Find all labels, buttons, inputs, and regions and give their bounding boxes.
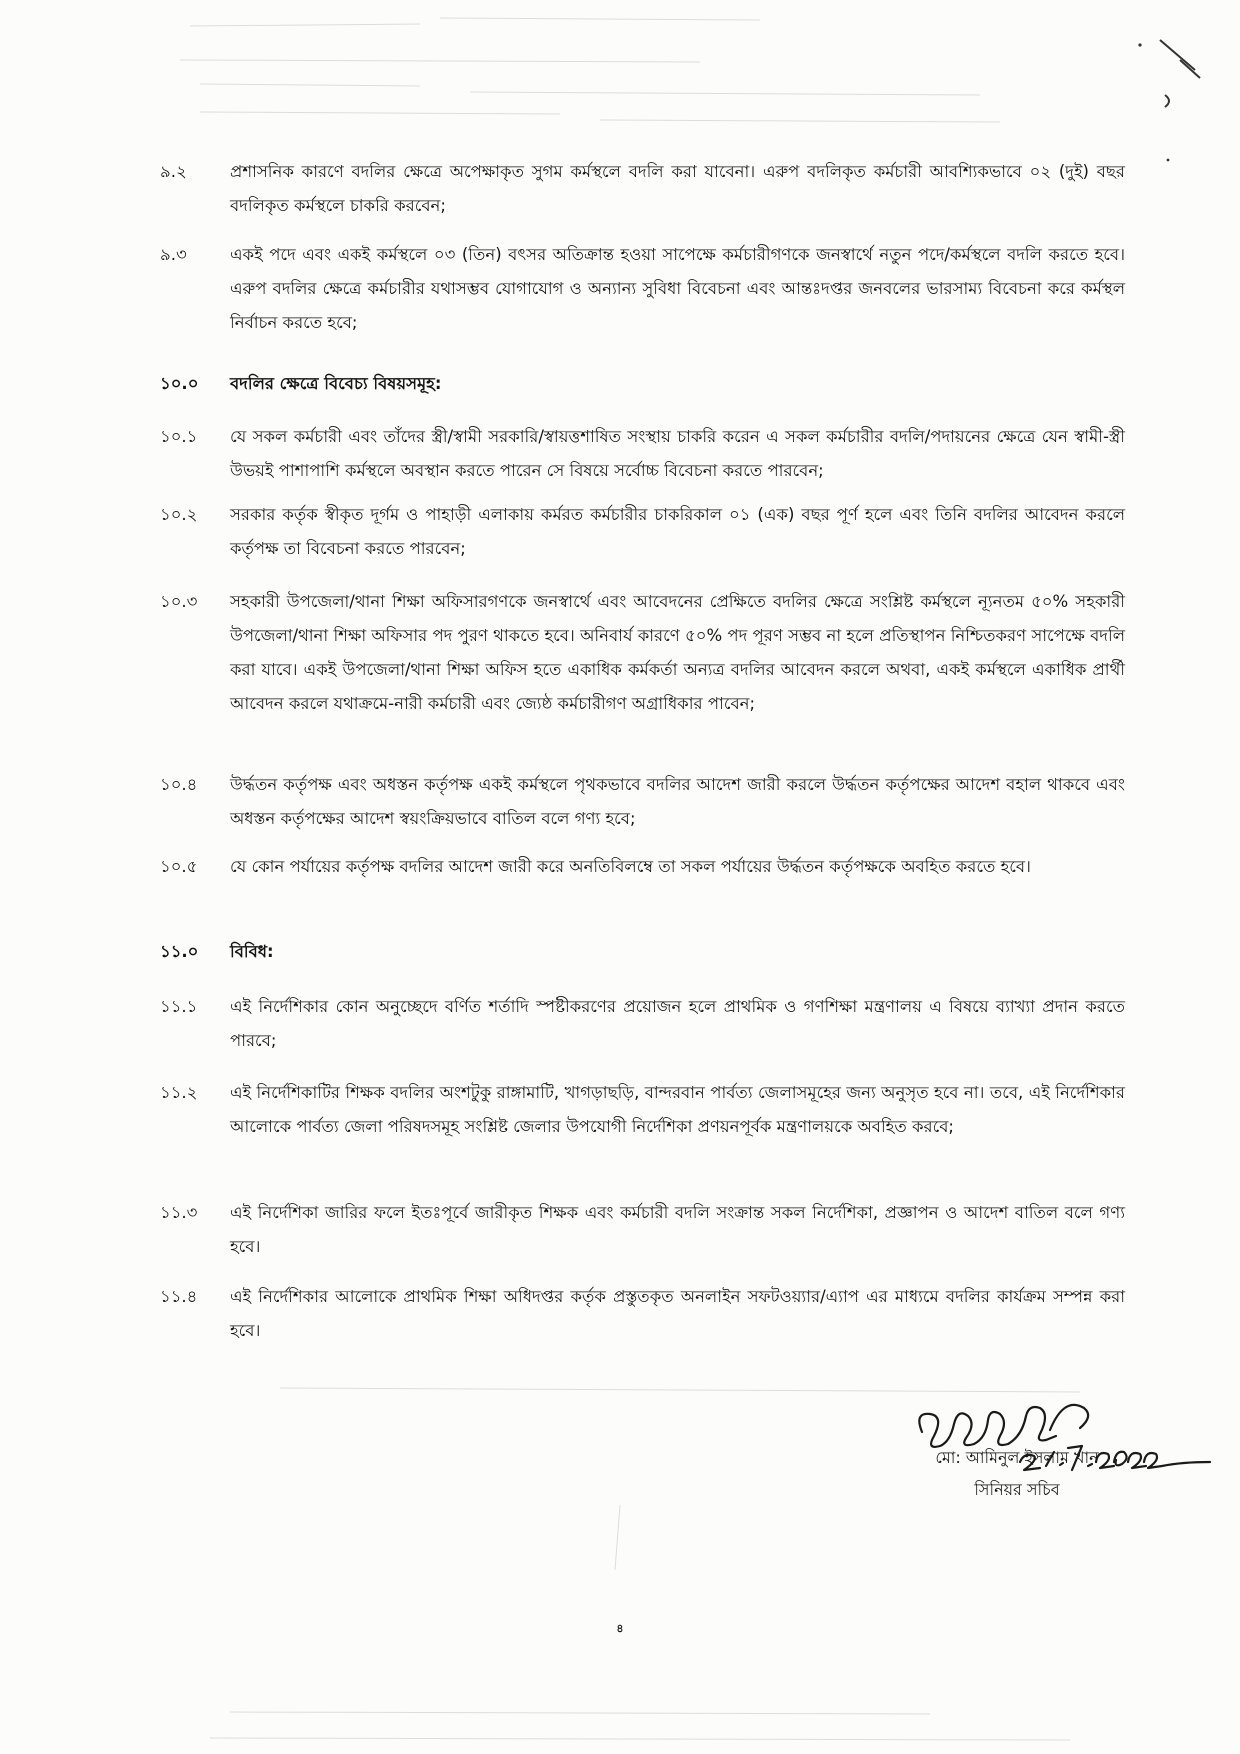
paragraph-11-1 [160, 990, 1125, 1058]
paragraph-number: ১০.৩ [160, 592, 198, 611]
paragraph-text: এই নির্দেশিকার আলোকে প্রাথমিক শিক্ষা অধিদপ্তর কর্তৃক প্রস্তুতকৃত অনলাইন সফটওয়্যার/এ্যাপ এর মাধ্যমে বদলির কার্যক্রম সম্পন্ন করা হবে। [230, 1287, 1125, 1340]
paragraph-11-2 [160, 1076, 1125, 1144]
paragraph-number: ১১.২ [160, 1083, 198, 1102]
paragraph-text: যে কোন পর্যায়ের কর্তৃপক্ষ বদলির আদেশ জারী করে অনতিবিলম্বে তা সকল পর্যায়ের উর্দ্ধতন কর্তৃপক্ষকে অবহিত করতে হবে। [230, 857, 1031, 876]
paragraph-text: এই নির্দেশিকার কোন অনুচ্ছেদে বর্ণিত শর্তাদি স্পষ্টীকরণের প্রয়োজন হলে প্রাথমিক ও গণশিক্ষা মন্ত্রণালয় এ বিষয়ে ব্যাখ্যা প্রদান করতে পারবে; [230, 997, 1125, 1050]
paragraph-11-3 [160, 1196, 1125, 1264]
paragraph-number: ৯.৩ [160, 245, 187, 264]
paragraph-10-5 [160, 850, 1125, 884]
section-heading-11 [160, 935, 1125, 969]
paragraph-number: ১১.৩ [160, 1203, 198, 1222]
section-number: ১১.০ [160, 942, 199, 961]
paragraph-text: প্রশাসনিক কারণে বদলির ক্ষেত্রে অপেক্ষাকৃত সুগম কর্মস্থলে বদলি করা যাবেনা। এরুপ বদলিকৃত কর্মচারী আবশ্যিকভাবে ০২ (দুই) বছর বদলিকৃত কর্মস্থলে চাকরি করবেন; [230, 162, 1125, 215]
paragraph-text: যে সকল কর্মচারী এবং তাঁদের স্ত্রী/স্বামী সরকারি/স্বায়ত্তশাষিত সংস্থায় চাকরি করেন এ সকল কর্মচারীর বদলি/পদায়নের ক্ষেত্রে যেন স্বামী-স্ত্রী উভয়ই পাশাপাশি কর্মস্থলে অবস্থান করতে পারেন সে বিষয়ে সর্বোচ্চ বিবেচনা করতে পারবেন; [230, 427, 1125, 480]
paragraph-10-3 [160, 585, 1125, 721]
paragraph-10-4 [160, 768, 1125, 836]
corner-marks [1160, 40, 1200, 107]
signatory-name: মো: আমিনুল ইসলাম খান [935, 1448, 1099, 1467]
paragraph-9-3 [160, 238, 1125, 340]
paragraph-10-1 [160, 420, 1125, 488]
paragraph-number: ১০.১ [160, 427, 198, 446]
paragraph-number: ১০.৪ [160, 775, 198, 794]
paragraph-9-2 [160, 155, 1125, 223]
paragraph-number: ৯.২ [160, 162, 187, 181]
paragraph-11-4 [160, 1280, 1125, 1348]
paragraph-text: উর্দ্ধতন কর্তৃপক্ষ এবং অধস্তন কর্তৃপক্ষ একই কর্মস্থলে পৃথকভাবে বদলির আদেশ জারী করলে উর্দ্ধতন কর্তৃপক্ষের আদেশ বহাল থাকবে এবং অধস্তন কর্তৃপক্ষের আদেশ স্বয়ংক্রিয়ভাবে বাতিল বলে গণ্য হবে; [230, 775, 1125, 828]
paragraph-text: সহকারী উপজেলা/থানা শিক্ষা অফিসারগণকে জনস্বার্থে এবং আবেদনের প্রেক্ষিতে বদলির ক্ষেত্রে সংশ্লিষ্ট কর্মস্থলে ন্যূনতম ৫০% সহকারী উপজেলা/থানা শিক্ষা অফিসার পদ পুরণ থাকতে হবে। অনিবার্য কারণে ৫০% পদ পূরণ সম্ভব না হলে প্রতিস্থাপন নিশ্চিতকরণ সাপেক্ষে বদলি করা যাবে। একই উপজেলা/থানা শিক্ষা অফিস হতে একাধিক কর্মকর্তা অন্যত্র বদলির আবেদন করলে অথবা, একই কর্মস্থলে একাধিক প্রার্থী আবেদন করলে যথাক্রমে-নারী কর্মচারী এবং জ্যেষ্ঠ কর্মচারীগণ অগ্রাধিকার পাবেন; [230, 592, 1125, 713]
paragraph-number: ১০.২ [160, 505, 198, 524]
paragraph-text: এই নির্দেশিকাটির শিক্ষক বদলির অংশটুকু রাঙ্গামাটি, খাগড়াছড়ি, বান্দরবান পার্বত্য জেলাসমূহের জন্য অনুসৃত হবে না। তবে, এই নির্দেশিকার আলোকে পার্বত্য জেলা পরিষদসমূহ সংশ্লিষ্ট জেলার উপযোগী নির্দেশিকা প্রণয়নপূর্বক মন্ত্রণালয়কে অবহিত করবে; [230, 1083, 1125, 1136]
paragraph-text: এই নির্দেশিকা জারির ফলে ইতঃপূর্বে জারীকৃত শিক্ষক এবং কর্মচারী বদলি সংক্রান্ত সকল নির্দেশিকা, প্রজ্ঞাপন ও আদেশ বাতিল বলে গণ্য হবে। [230, 1203, 1125, 1256]
signatory-designation: সিনিয়র সচিব [974, 1480, 1060, 1499]
paragraph-number: ১১.১ [160, 997, 198, 1016]
paragraph-number: ১১.৪ [160, 1287, 198, 1306]
paragraph-10-2 [160, 498, 1125, 566]
section-number: ১০.০ [160, 374, 199, 393]
section-title: বদলির ক্ষেত্রে বিবেচ্য বিষয়সমূহ: [230, 374, 442, 393]
page-number: ৪ [616, 1622, 624, 1635]
section-heading-10 [160, 367, 1125, 401]
paragraph-number: ১০.৫ [160, 857, 198, 876]
paragraph-text: সরকার কর্তৃক স্বীকৃত দূর্গম ও পাহাড়ী এলাকায় কর্মরত কর্মচারীর চাকরিকাল ০১ (এক) বছর পূর্ণ হলে এবং তিনি বদলির আবেদন করলে কর্তৃপক্ষ তা বিবেচনা করতে পারবেন; [230, 505, 1125, 558]
paragraph-text: একই পদে এবং একই কর্মস্থলে ০৩ (তিন) বৎসর অতিক্রান্ত হওয়া সাপেক্ষে কর্মচারীগণকে জনস্বার্থে নতুন পদে/কর্মস্থলে বদলি করতে হবে। এরুপ বদলির ক্ষেত্রে কর্মচারীর যথাসম্ভব যোগাযোগ ও অন্যান্য সুবিধা বিবেচনা এবং আন্তঃদপ্তর জনবলের ভারসাম্য বিবেচনা করে কর্মস্থল নির্বাচন করতে হবে; [230, 245, 1125, 332]
section-title: বিবিধ: [230, 942, 274, 961]
